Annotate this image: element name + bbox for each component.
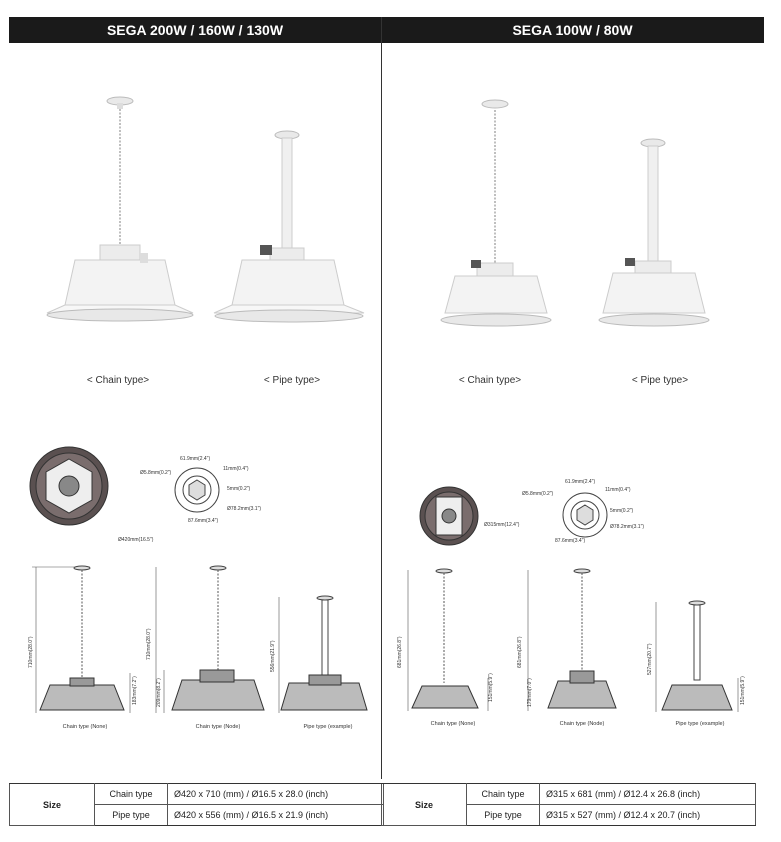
right-height-2: 151mm(5.9") [488,673,494,702]
right-dim-3: 11mm(0.4") [605,487,631,493]
left-dim-4: 5mm(0.2") [227,486,251,492]
left-dim-2: Ø5.8mm(0.2") [140,470,172,476]
left-dim-5: Ø78.2mm(3.1") [227,506,262,512]
left-column [9,17,381,43]
right-dim-1: 61.9mm(2.4") [565,479,596,485]
left-mount-detail-drawing [172,465,222,515]
left-height-5: 556mm(21.9") [270,640,276,672]
value-cell: Ø315 x 681 (mm) / Ø12.4 x 26.8 (inch) [540,784,756,805]
right-pipe-type-label: < Pipe type> [631,375,689,386]
type-cell: Pipe type [467,805,540,826]
type-cell: Chain type [467,784,540,805]
right-dim-6: 87.6mm(3.4") [555,538,586,544]
right-header: SEGA 100W / 80W [381,17,764,43]
left-caption-chain-none: Chain type (None) [62,724,108,730]
value-cell: Ø420 x 710 (mm) / Ø16.5 x 28.0 (inch) [168,784,384,805]
left-pipe-product-image [212,130,367,325]
column-divider [381,17,382,779]
right-dim-2: Ø5.8mm(0.2") [522,491,554,497]
right-height-6: 151mm(5.9") [740,676,746,705]
right-height-1: 681mm(26.8") [397,636,403,668]
right-column [381,17,764,43]
right-caption-chain-none: Chain type (None) [430,721,476,727]
right-height-4: 179mm(7.0") [527,678,533,707]
right-dim-7: Ø315mm(12.4") [484,522,520,528]
left-dim-1: 61.9mm(2.4") [180,456,211,462]
left-dim-6: 87.6mm(3.4") [188,518,219,524]
right-size-table [381,783,756,826]
right-caption-pipe-example: Pipe type (example) [675,721,725,727]
value-cell: Ø315 x 527 (mm) / Ø12.4 x 20.7 (inch) [540,805,756,826]
left-height-2: 183mm(7.2") [132,676,138,705]
type-cell: Chain type [95,784,168,805]
right-height-3: 681mm(26.8") [517,636,523,668]
left-top-view-drawing [28,445,110,527]
left-chain-type-label: < Chain type> [86,375,150,386]
left-pipe-example-drawing [275,595,370,715]
right-pipe-product-image [595,138,715,333]
left-chain-none-drawing [30,565,140,715]
left-height-1: 710mm(28.0") [28,636,34,668]
value-cell: Ø420 x 556 (mm) / Ø16.5 x 21.9 (inch) [168,805,384,826]
left-chain-node-drawing [150,565,270,715]
left-caption-chain-node: Chain type (Node) [195,724,241,730]
left-pipe-type-label: < Pipe type> [263,375,321,386]
left-dim-3: 11mm(0.4") [223,466,249,472]
left-height-4: 209mm(8.2") [156,678,162,707]
right-mount-detail-drawing [560,490,610,540]
type-cell: Pipe type [95,805,168,826]
size-label: Size [382,784,467,826]
left-caption-pipe-example: Pipe type (example) [303,724,353,730]
right-pipe-example-drawing [652,600,747,715]
right-top-view-drawing [418,485,480,547]
left-header: SEGA 200W / 160W / 130W [9,17,381,43]
table-row [10,784,384,805]
left-height-3: 710mm(28.0") [146,628,152,660]
right-chain-type-label: < Chain type> [458,375,522,386]
right-dim-5: Ø78.2mm(3.1") [610,524,645,530]
right-dim-4: 5mm(0.2") [610,508,634,514]
left-dim-7: Ø420mm(16.5") [118,537,154,543]
size-label: Size [10,784,95,826]
right-height-5: 527mm(20.7") [647,643,653,675]
left-size-table [9,783,384,826]
right-chain-product-image [437,98,557,333]
right-caption-chain-node: Chain type (Node) [559,721,605,727]
table-row [382,784,756,805]
left-chain-product-image [45,95,195,325]
right-chain-none-drawing [402,568,502,713]
right-chain-node-drawing [522,568,622,713]
